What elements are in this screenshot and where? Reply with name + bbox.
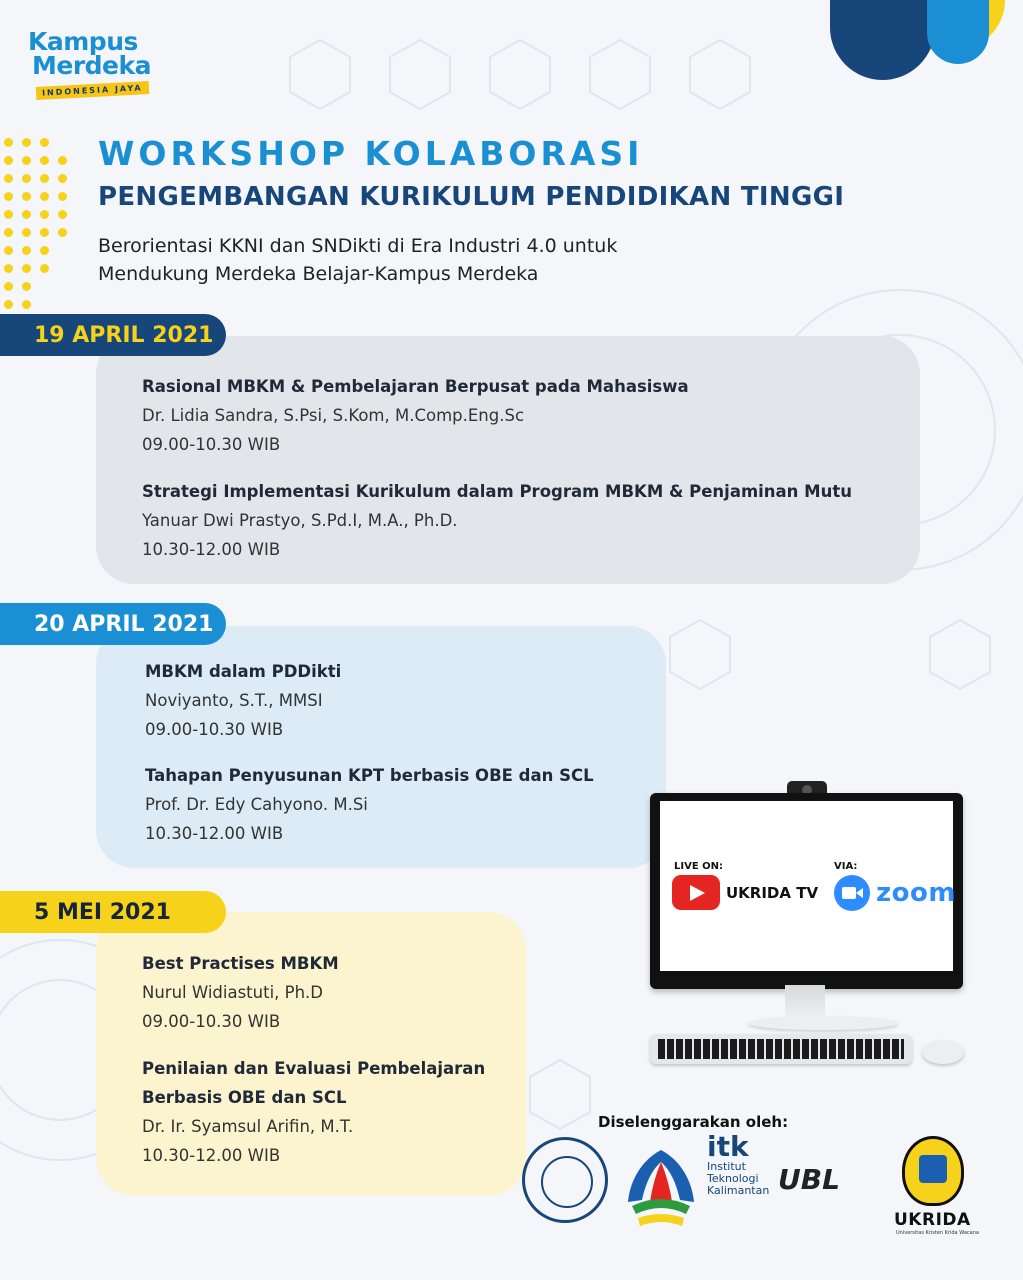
description-line1: Berorientasi KKNI dan SNDikti di Era Industri 4.0 untuk xyxy=(98,235,618,257)
page-title: WORKSHOP KOLABORASI xyxy=(98,134,644,173)
description-line2: Mendukung Merdeka Belajar-Kampus Merdeka xyxy=(98,263,539,285)
session-time: 10.30-12.00 WIB xyxy=(142,540,281,559)
via-label: VIA: xyxy=(834,861,858,872)
day1-session2 xyxy=(142,477,852,564)
corner-navy-shape xyxy=(830,0,935,80)
itk-line3: Kalimantan xyxy=(707,1184,770,1197)
day2-session2 xyxy=(145,761,594,848)
day3-session1 xyxy=(142,949,339,1036)
ukrida-emblem-logo xyxy=(902,1136,964,1206)
day3-date-tab: 5 MEI 2021 xyxy=(0,891,226,933)
session-time: 09.00-10.30 WIB xyxy=(142,435,281,454)
logo-line1: Kampus xyxy=(28,27,138,56)
live-on-label: LIVE ON: xyxy=(674,861,724,872)
kampus-merdeka-logo xyxy=(28,27,152,98)
itk-line1: Institut xyxy=(707,1160,746,1173)
logo-tagline: INDONESIA JAYA xyxy=(36,81,149,100)
session-time: 09.00-10.30 WIB xyxy=(145,720,284,739)
zoom-icon xyxy=(834,875,870,911)
session-time: 10.30-12.00 WIB xyxy=(142,1146,281,1165)
session-speaker: Nurul Widiastuti, Ph.D xyxy=(142,983,324,1002)
youtube-icon xyxy=(672,875,720,910)
session-time: 10.30-12.00 WIB xyxy=(145,824,284,843)
via-platform-name: zoom xyxy=(876,878,956,908)
itk-line2: Teknologi xyxy=(707,1172,759,1185)
session-title: MBKM dalam PDDikti xyxy=(145,662,342,681)
day2-session1 xyxy=(145,657,341,744)
session-title-line2: Berbasis OBE dan SCL xyxy=(142,1088,347,1107)
dhyana-pura-logo xyxy=(522,1137,608,1223)
page-subtitle: PENGEMBANGAN KURIKULUM PENDIDIKAN TINGGI xyxy=(98,182,845,212)
ukrida-name: UKRIDA xyxy=(894,1210,971,1230)
session-time: 09.00-10.30 WIB xyxy=(142,1012,281,1031)
day2-date-tab: 20 APRIL 2021 xyxy=(0,603,226,645)
session-title: Best Practises MBKM xyxy=(142,954,339,973)
session-title: Rasional MBKM & Pembelajaran Berpusat pada Mahasiswa xyxy=(142,377,689,396)
ukrida-subtitle: Universitas Kristen Krida Wacana xyxy=(896,1230,979,1236)
keyboard-icon xyxy=(650,1034,912,1064)
session-speaker: Dr. Lidia Sandra, S.Psi, S.Kom, M.Comp.Eng.Sc xyxy=(142,406,525,425)
corner-blue-shape xyxy=(927,0,989,64)
live-channel-name: UKRIDA TV xyxy=(726,884,819,902)
session-speaker: Prof. Dr. Edy Cahyono. M.Si xyxy=(145,795,368,814)
session-speaker: Dr. Ir. Syamsul Arifin, M.T. xyxy=(142,1117,354,1136)
session-speaker: Yanuar Dwi Prastyo, S.Pd.I, M.A., Ph.D. xyxy=(142,511,458,530)
session-title: Strategi Implementasi Kurikulum dalam Program MBKM & Penjaminan Mutu xyxy=(142,482,852,501)
mouse-icon xyxy=(922,1040,964,1064)
session-title: Tahapan Penyusunan KPT berbasis OBE dan SCL xyxy=(145,766,594,785)
monitor-base xyxy=(748,1016,898,1030)
yellow-dot-pattern xyxy=(0,130,80,310)
ubl-logo: UBL xyxy=(778,1163,840,1196)
day3-session2 xyxy=(142,1054,485,1170)
logo-line2: Merdeka xyxy=(32,51,152,80)
page-description xyxy=(98,232,617,288)
day1-date-tab: 19 APRIL 2021 xyxy=(0,314,226,356)
session-title-line1: Penilaian dan Evaluasi Pembelajaran xyxy=(142,1059,486,1078)
itk-short: itk xyxy=(707,1130,749,1163)
itk-logo xyxy=(707,1130,770,1197)
organizers-label: Diselenggarakan oleh: xyxy=(598,1113,789,1131)
session-speaker: Noviyanto, S.T., MMSI xyxy=(145,691,323,710)
itk-emblem-logo xyxy=(622,1140,700,1232)
day1-session1 xyxy=(142,372,689,459)
